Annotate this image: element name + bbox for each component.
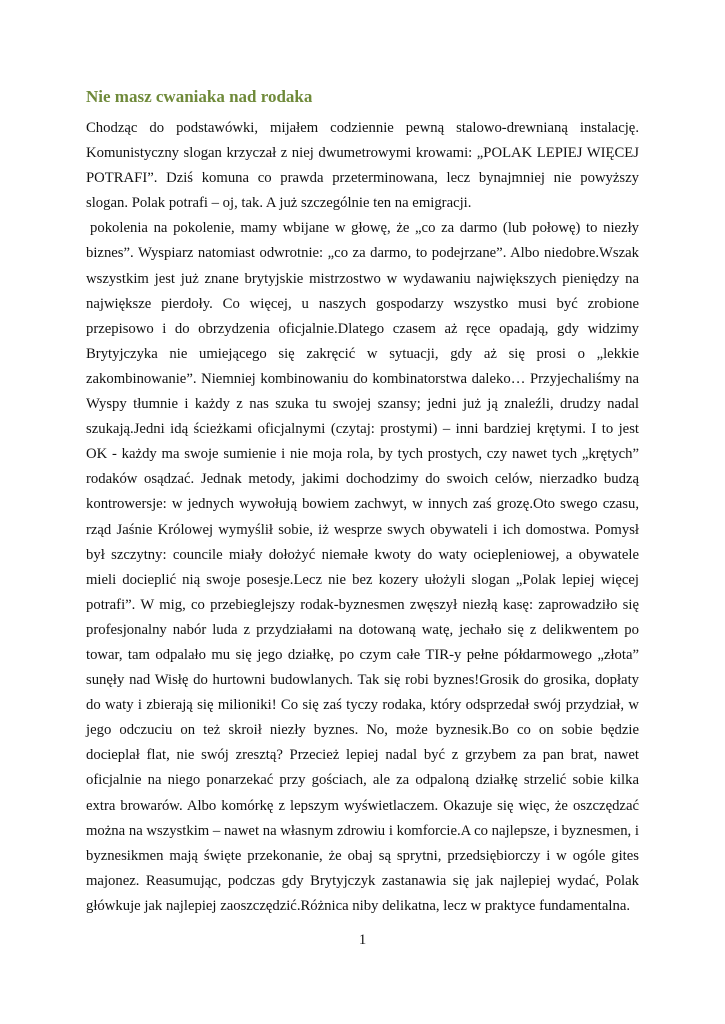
article-text [86,116,639,919]
paragraph-2: pokolenia na pokolenie, mamy wbijane w głowę, że „co za darmo (lub połowę) to niezły biznes”. Wyspiarz natomiast odwrotnie: „co za darmo, to podejrzane”. Albo niedobre.Wszak wszystkim jest już znane brytyjskie mistrzostwo w wydawaniu największych pieniędzy na największe pierdoły. Co więcej, u naszych gospodarzy wszystko musi być zrobione przepisowo i do obrzydzenia oficjalnie.Dlatego czasem aż ręce opadają, gdy widzimy Brytyjczyka nie umiejącego się zakręcić w sytuacji, gdy aż się prosi o „lekkie zakombinowanie”. Niemniej kombinowaniu do kombinatorstwa daleko… Przyjechaliśmy na Wyspy tłumnie i każdy z nas szuka tu swojej szansy; jedni już ją znaleźli, drudzy nadal szukają.Jedni idą ścieżkami oficjalnymi (czytaj: prostymi) – inni bardziej krętymi. I to jest OK - każdy ma swoje sumienie i nie moja rola, by tych prostych, czy nawet tych „krętych” rodaków osądzać. Jednak metody, jakimi dochodzimy do swoich celów, nierzadko budzą kontrowersje: w jednych wywołują bowiem zachwyt, w innych zaś grozę.Oto swego czasu, rząd Jaśnie Królowej wymyślił sobie, iż wesprze swych obywateli i ich domostwa. Pomysł był szczytny: councile miały dołożyć niemałe kwoty do waty ociepleniowej, a obywatele mieli docieplić nią swoje posesje.Lecz nie bez kozery ułożyli slogan „Polak lepiej więcej potrafi”. W mig, co przebieglejszy rodak-byznesmen zwęszył niezłą kasę: zaprowadziło się profesjonalny nabór luda z przydziałami na dotowaną watę, jechało się z delikwentem po towar, tam odpalało mu się jego działkę, po czym całe TIR-y pełne półdarmowego „złota” sunęły nad Wisłę do hurtowni budowlanych. Tak się robi byznes!Grosik do grosika, dopłaty do waty i zbierają się milioniki! Co się zaś tyczy rodaka, który odsprzedał swój przydział, w jego odczuciu on też skroił niezły byznes. No, może byznesik.Bo co on sobie będzie docieplał flat, nie swój zresztą? Przecież lepiej nadal być z grzybem za pan brat, nawet oficjalnie na niego ponarzekać przy gościach, ale za odpaloną działkę strzelić sobie kilka extra browarów. Albo komórkę z lepszym wyświetlaczem. Okazuje się więc, że oszczędzać można na wszystkim – nawet na własnym zdrowiu i komforcie.A co najlepsze, i byznesmen, i byznesikmen mają święte przekonanie, że obaj są sprytni, przedsiębiorczy i w ogóle gites majonez. Reasumując, podczas gdy Brytyjczyk zastanawia się jak najlepiej wydać, Polak główkuje jak najlepiej zaoszczędzić.Różnica niby delikatna, lecz w praktyce fundamentalna. [86,220,639,914]
paragraph-1: Chodząc do podstawówki, mijałem codziennie pewną stalowo-drewnianą instalację. Komunistyczny slogan krzyczał z niej dwumetrowymi krowami: „POLAK LEPIEJ WIĘCEJ POTRAFI”. Dziś komuna co prawda przeterminowana, lecz bynajmniej nie powyższy slogan. Polak potrafi – oj, tak. A już szczególnie ten na emigracji. [86,120,639,212]
article-title: Nie masz cwaniaka nad rodaka [86,87,313,106]
document-body [86,84,639,919]
page-number: 1 [358,932,367,948]
